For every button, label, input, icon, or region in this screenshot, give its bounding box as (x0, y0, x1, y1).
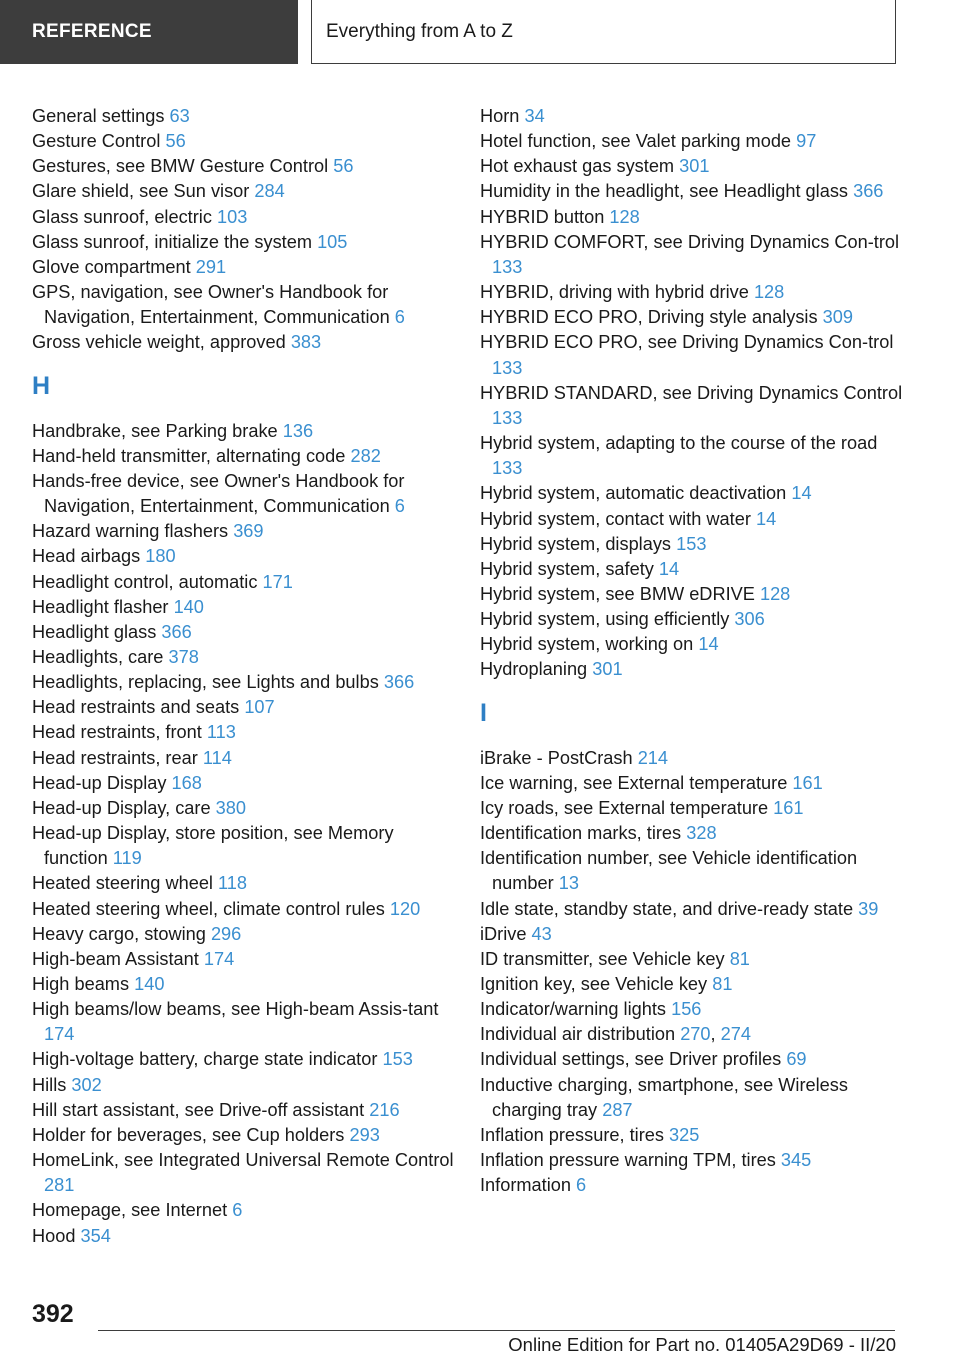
page-reference-link[interactable]: 6 (394, 307, 405, 328)
index-entry (32, 645, 457, 670)
index-entry-text: Hands-free device, see Owner's Handbook for Navigation, Entertainment, Communication (32, 470, 405, 517)
page-reference-link[interactable]: 174 (44, 1024, 75, 1045)
index-entry-text: High beams (32, 974, 130, 994)
index-entry (480, 1047, 910, 1072)
page-reference-link[interactable]: 171 (262, 571, 293, 592)
index-entry-text: Indicator/warning lights (480, 999, 667, 1020)
page-reference-link[interactable]: 140 (134, 974, 165, 994)
index-entry-text: Gross vehicle weight, approved (32, 332, 286, 353)
index-column-right (480, 104, 910, 1198)
page-reference-link[interactable]: 14 (658, 558, 680, 579)
index-entry-text: HYBRID STANDARD, see Driving Dynamics Control (480, 382, 903, 403)
index-letter-heading: H (32, 371, 51, 400)
index-entry (32, 330, 457, 355)
index-entry-text: ID transmitter, see Vehicle key (480, 948, 725, 969)
page-reference-link[interactable]: 216 (369, 1099, 400, 1120)
index-entry (480, 104, 910, 129)
index-entry (480, 972, 910, 997)
page-reference-link[interactable]: 107 (244, 697, 275, 718)
page-reference-link[interactable]: 14 (698, 634, 719, 655)
index-entry-text: Idle state, standby state, and drive-ready state (480, 898, 854, 919)
footer-rule (98, 1330, 895, 1331)
index-entry (32, 821, 457, 871)
index-entry-text: Hood (32, 1225, 76, 1246)
page-reference-link[interactable]: 274 (720, 1024, 752, 1045)
footer-edition: Online Edition for Part no. 01405A29D69 - II/20 (508, 1334, 896, 1355)
page-reference-link[interactable]: 97 (796, 131, 817, 152)
page-reference-link[interactable]: 105 (317, 231, 348, 252)
index-entry-text: Head-up Display (32, 772, 167, 793)
page-reference-link[interactable]: 128 (753, 282, 785, 303)
page-reference-link[interactable]: 6 (576, 1175, 587, 1196)
index-entry-text: Hills (32, 1074, 67, 1095)
index-entry-text: Hill start assistant, see Drive-off assistant (32, 1099, 365, 1120)
index-entry-text: Information (480, 1175, 571, 1196)
index-entry-text: Hybrid system, displays (480, 533, 672, 554)
index-entry-text: Individual air distribution (480, 1024, 676, 1045)
index-entry-text: Homepage, see Internet (32, 1200, 228, 1221)
index-entry (480, 230, 910, 280)
index-entry-text: Identification marks, tires (480, 823, 682, 844)
index-entry-text: Hybrid system, using efficiently (480, 609, 730, 630)
index-entry-text: iBrake - PostCrash (480, 747, 633, 768)
index-entry (32, 997, 457, 1047)
index-entry-text: Horn (480, 106, 520, 126)
page-reference-link[interactable]: 302 (71, 1074, 102, 1095)
index-entry-text: Holder for beverages, see Cup holders (32, 1124, 345, 1145)
index-entry-text: High beams/low beams, see High-beam Assis-tant (32, 999, 439, 1020)
index-entry (480, 846, 910, 896)
chapter-header (311, 0, 896, 64)
index-entry-text: Heated steering wheel, climate control rules (32, 898, 385, 919)
index-entry (32, 670, 457, 695)
index-entry (32, 695, 457, 720)
section-tab (0, 0, 298, 64)
index-entry (480, 1073, 910, 1123)
index-entry (32, 871, 457, 896)
page-reference-link[interactable]: 281 (44, 1175, 75, 1196)
page-reference-link[interactable]: 180 (145, 546, 176, 567)
index-entry-text: General settings (32, 106, 165, 126)
index-entry (480, 305, 910, 330)
index-entry: Individual air distribution 270, 274 (480, 1024, 752, 1045)
index-entry-text: Head restraints, front (32, 722, 202, 743)
index-entry-text: Headlight flasher (32, 596, 169, 617)
index-entry-text: Headlights, care (32, 646, 164, 667)
page-reference-link[interactable]: 161 (773, 797, 804, 818)
index-entry (32, 419, 457, 444)
page-reference-link[interactable]: 296 (210, 923, 242, 944)
page-reference-link[interactable]: 301 (592, 659, 623, 680)
index-entry-text: Headlight glass (32, 621, 157, 642)
index-entry-text: HYBRID COMFORT, see Driving Dynamics Con-trol (480, 231, 900, 252)
page-reference-link[interactable]: 128 (609, 206, 640, 227)
index-entry (32, 746, 457, 771)
page-reference-link[interactable]: 13 (558, 873, 579, 894)
page-reference-link[interactable]: 39 (858, 898, 879, 919)
page-reference-link[interactable]: 136 (282, 420, 314, 441)
chapter-title: Everything from A to Z (326, 20, 513, 42)
index-entry (480, 1148, 910, 1173)
index-entry-text: iDrive (480, 923, 527, 944)
page-reference-link[interactable]: 168 (171, 772, 202, 793)
index-entry (480, 154, 910, 179)
page-reference-link[interactable]: 345 (780, 1150, 812, 1171)
page-reference-link[interactable]: 56 (165, 131, 186, 152)
index-entry-text: Ignition key, see Vehicle key (480, 974, 708, 994)
page-reference-link[interactable]: 14 (791, 483, 812, 504)
index-entry (32, 1224, 457, 1249)
index-entry (480, 947, 910, 972)
index-entry (32, 444, 457, 469)
index-entry-text: HYBRID ECO PRO, Driving style analysis (480, 307, 818, 328)
index-entry-text: Hot exhaust gas system (480, 156, 675, 177)
index-entry-text: Inflation pressure, tires (480, 1124, 664, 1145)
index-entry-text: HYBRID button (480, 206, 605, 227)
index-entry-text: Hybrid system, see BMW eDRIVE (480, 583, 755, 604)
page-reference-link[interactable]: 354 (80, 1225, 111, 1246)
index-entry-text: Icy roads, see External temperature (480, 797, 769, 818)
index-entry (32, 519, 457, 544)
index-entry (32, 205, 457, 230)
index-entry-text: Handbrake, see Parking brake (32, 420, 278, 441)
page-reference-link[interactable]: 306 (734, 609, 765, 630)
index-entry (32, 1148, 457, 1198)
page-reference-link[interactable]: 133 (492, 458, 523, 479)
page-reference-link[interactable]: 119 (112, 848, 142, 869)
index-letter-heading: I (480, 698, 487, 727)
index-entry (32, 179, 457, 204)
page-reference-link[interactable]: 14 (755, 508, 777, 529)
index-entry-text: Hybrid system, contact with water (480, 508, 751, 529)
index-entry-text: Heated steering wheel (32, 873, 213, 894)
page-reference-link[interactable]: 6 (394, 496, 405, 517)
index-entry-text: Hazard warning flashers (32, 521, 229, 542)
index-entry-text: Inflation pressure warning TPM, tires (480, 1150, 776, 1171)
index-entry (32, 796, 457, 821)
index-entry-text: Headlights, replacing, see Lights and bulbs (32, 672, 379, 693)
page-reference-link[interactable]: 156 (671, 999, 702, 1020)
index-entry-text: High-beam Assistant (32, 948, 199, 969)
page-reference-link[interactable]: 284 (254, 181, 285, 202)
page-reference-link[interactable]: 282 (350, 445, 381, 466)
index-entry (480, 997, 910, 1022)
page-reference-link[interactable]: 301 (679, 156, 710, 177)
page-reference-link[interactable]: 113 (206, 722, 236, 743)
index-entry-text: Head restraints, rear (32, 747, 198, 768)
page-reference-link[interactable]: 383 (290, 332, 322, 353)
index-entry-text: Gesture Control (32, 131, 161, 152)
index-entry (480, 582, 910, 607)
page-reference-link[interactable]: 114 (202, 747, 232, 768)
page-reference-link[interactable]: 153 (382, 1049, 413, 1070)
index-entry (480, 922, 910, 947)
index-entry (32, 469, 457, 519)
index-entry (480, 557, 910, 582)
page-number: 392 (32, 1300, 74, 1328)
index-entry-text: Head-up Display, store position, see Memory function (32, 823, 394, 869)
index-entry (32, 897, 457, 922)
index-entry (480, 821, 910, 846)
page-reference-link[interactable]: 366 (161, 621, 192, 642)
page-reference-link[interactable]: 140 (173, 596, 204, 617)
index-entry (480, 330, 910, 380)
index-column-left (32, 104, 457, 1249)
index-entry-text: Humidity in the headlight, see Headlight glass (480, 181, 849, 202)
index-entry (32, 280, 457, 330)
index-entry (480, 431, 910, 481)
page-reference-link[interactable]: 291 (195, 256, 227, 277)
index-entry (480, 771, 910, 796)
page-reference-link[interactable]: 81 (712, 974, 733, 994)
index-entry (32, 771, 457, 796)
page-reference-link[interactable]: 325 (669, 1124, 700, 1145)
index-entry (480, 280, 910, 305)
index-entry (32, 595, 457, 620)
page-reference-link[interactable]: 133 (492, 256, 523, 277)
page-reference-link[interactable]: 128 (759, 583, 791, 604)
index-entry (480, 129, 910, 154)
index-entry-text: Hydroplaning (480, 659, 588, 680)
index-entry-text: Head-up Display, care (32, 797, 211, 818)
index-entry (480, 746, 910, 771)
index-entry (32, 972, 457, 997)
index-entry (32, 129, 457, 154)
index-entry (32, 720, 457, 745)
page-reference-link[interactable]: 328 (686, 823, 717, 844)
index-entry-text: GPS, navigation, see Owner's Handbook for Navigation, Entertainment, Communication (32, 282, 390, 328)
index-entry (480, 1173, 910, 1198)
index-entry (480, 179, 910, 204)
index-entry (32, 154, 457, 179)
index-entry (480, 632, 910, 657)
page-reference-link[interactable]: 56 (333, 156, 354, 177)
index-entry-text: Heavy cargo, stowing (32, 923, 206, 944)
index-entry-text: Glove compartment (32, 256, 191, 277)
page-reference-link[interactable]: 6 (232, 1200, 243, 1221)
page-reference-link[interactable]: 34 (524, 106, 545, 126)
index-entry-text: Inductive charging, smartphone, see Wireless charging tray (480, 1074, 848, 1120)
page-reference-link[interactable]: 103 (216, 206, 248, 227)
index-entry-text: HYBRID, driving with hybrid drive (480, 282, 749, 303)
index-entry-text: Head airbags (32, 546, 141, 567)
index-entry-text: Hybrid system, automatic deactivation (480, 483, 787, 504)
page-reference-link[interactable]: 270 (680, 1024, 711, 1045)
page-reference-link[interactable]: 369 (233, 521, 264, 542)
index-entry (480, 1123, 910, 1148)
page-reference-link[interactable]: 153 (676, 533, 707, 554)
index-entry (32, 1073, 457, 1098)
index-entry-text: Hybrid system, adapting to the course of the road (480, 433, 878, 454)
index-entry-text: HomeLink, see Integrated Universal Remote Control (32, 1150, 454, 1171)
page-reference-link[interactable]: 43 (531, 923, 552, 944)
index-entry (480, 532, 910, 557)
page-reference-link[interactable]: 69 (786, 1049, 807, 1070)
index-entry (32, 620, 457, 645)
index-entry (480, 796, 910, 821)
page-reference-link[interactable]: 118 (218, 873, 248, 894)
index-entry (32, 1198, 457, 1223)
index-entry-text: Gestures, see BMW Gesture Control (32, 156, 329, 177)
index-entry-text: Headlight control, automatic (32, 571, 258, 592)
page-reference-link[interactable]: 81 (729, 948, 750, 969)
index-entry (32, 570, 457, 595)
index-entry (32, 230, 457, 255)
page-reference-link[interactable]: 366 (383, 672, 415, 693)
index-entry-text: Identification number, see Vehicle identification number (480, 848, 858, 894)
index-entry (32, 1098, 457, 1123)
index-entry (32, 947, 457, 972)
index-entry-text: Glass sunroof, initialize the system (32, 231, 312, 252)
index-entry-text: Ice warning, see External temperature (480, 772, 788, 793)
page-reference-link[interactable]: 293 (349, 1124, 380, 1145)
page-reference-link[interactable]: 174 (203, 948, 235, 969)
index-entry (480, 657, 910, 682)
index-entry-text: Hybrid system, safety (480, 558, 654, 579)
index-entry (32, 544, 457, 569)
index-entry (480, 897, 910, 922)
page-reference-link[interactable]: 287 (602, 1099, 633, 1120)
page-reference-link[interactable]: 63 (169, 106, 190, 126)
index-entry-text: Hotel function, see Valet parking mode (480, 131, 792, 152)
page-reference-link[interactable]: 380 (215, 797, 247, 818)
page-reference-link[interactable]: 133 (492, 357, 523, 378)
page-reference-link[interactable]: 378 (168, 646, 199, 667)
index-entry-text: HYBRID ECO PRO, see Driving Dynamics Con-trol (480, 332, 894, 353)
index-entry (32, 1123, 457, 1148)
index-entry-text: Head restraints and seats (32, 697, 240, 718)
page-reference-link[interactable]: 309 (822, 307, 853, 328)
index-entry (480, 381, 910, 431)
page-reference-link[interactable]: 120 (389, 898, 421, 919)
index-entry (480, 481, 910, 506)
index-entry-text: High-voltage battery, charge state indicator (32, 1049, 378, 1070)
page-reference-link[interactable]: 214 (637, 747, 669, 768)
index-entry-text: Individual settings, see Driver profiles (480, 1049, 782, 1070)
index-entry-text: Hand-held transmitter, alternating code (32, 445, 346, 466)
page-reference-link[interactable]: 161 (792, 772, 823, 793)
index-entry-text: Hybrid system, working on (480, 634, 694, 655)
index-entry (32, 255, 457, 280)
index-entry (480, 607, 910, 632)
section-label: REFERENCE (32, 21, 152, 42)
page-reference-link[interactable]: 133 (492, 407, 523, 428)
index-entry-text: Glare shield, see Sun visor (32, 181, 250, 202)
index-entry (480, 205, 910, 230)
index-entry (480, 507, 910, 532)
index-entry (32, 1047, 457, 1072)
page-reference-link[interactable]: 366 (853, 181, 884, 202)
index-entry (32, 104, 457, 129)
index-entry-text: Glass sunroof, electric (32, 206, 212, 227)
index-entry (32, 922, 457, 947)
